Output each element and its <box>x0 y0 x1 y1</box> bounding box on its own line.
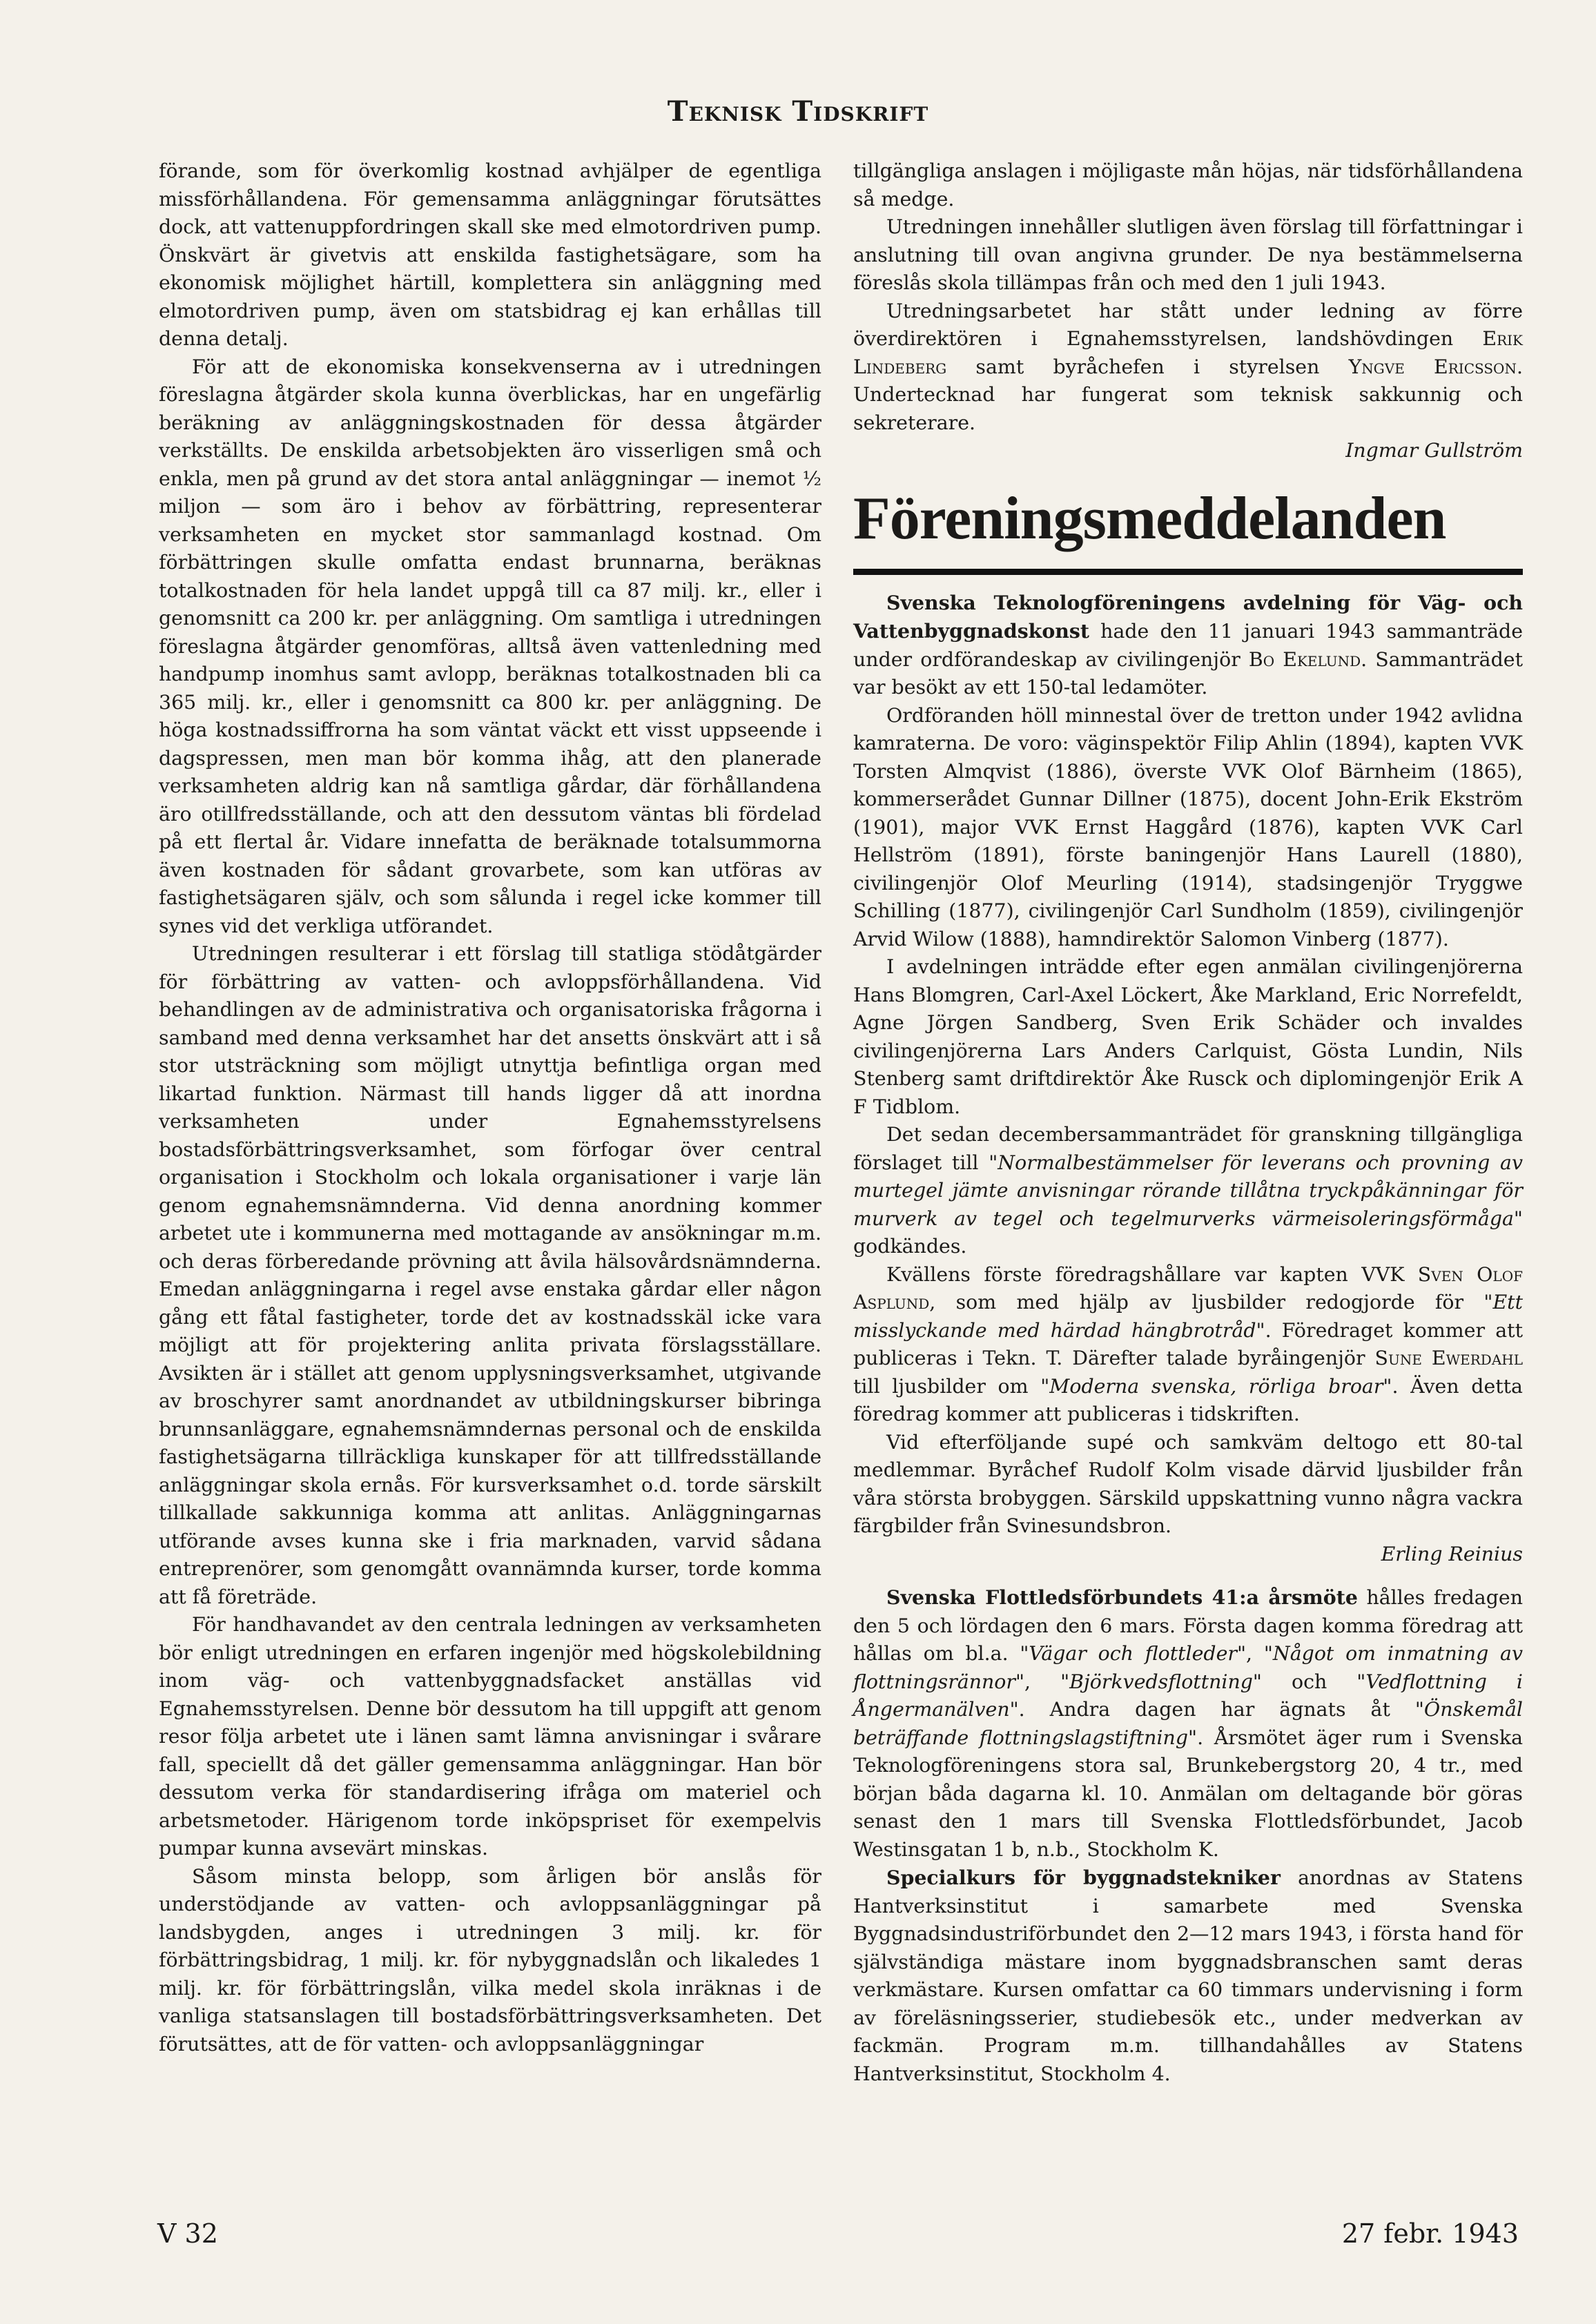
paragraph: Utredningsarbetet har stått under ledning av förre överdirektören i Egnahemsstyrelsen, landshövdingen Erik Lindeberg samt byråchefen i styrelsen Yngve Ericsson. Undertecknad har fungerat som teknisk sakkunnig och sekreterare. <box>853 299 1523 434</box>
paragraph: tillgängliga anslagen i möjligaste mån höjas, när tidsförhållandena så medge. <box>853 159 1523 211</box>
person-name: Yngve Ericsson <box>1348 355 1517 378</box>
paragraph: Utredningen innehåller slutligen även förslag till författningar i anslutning till ovan angivna grunder. De nya bestämmelserna föreslås skola tillämpas från och med den 1 juli 1943. <box>853 215 1523 294</box>
paragraph: Såsom minsta belopp, som årligen bör anslås för understödjande av vatten- och avloppsanläggningar på landsbygden, anges i utredningen 3 milj. kr. för förbättringsbidrag, 1 milj. kr. för nybyggnadslån och likaledes 1 milj. kr. för förbättringslån, vilka medel skola inräknas i de vanliga statsanslagen till bostadsförbättringsverksamheten. Det förutsättes, att de för vatten- och avloppsanläggningar <box>159 1864 821 2056</box>
paragraph: Kvällens förste föredragshållare var kapten VVK Sven Olof Asplund, som med hjälp av ljusbilder redogjorde för "Ett misslyckande med härdad hängbrotråd". Föredraget kommer att publiceras i Tekn. T. Därefter talade byråingenjör Sune Ewerdahl till ljusbilder om "Moderna svenska, rörliga broar". Även detta föredrag kommer att publiceras i tidskriften. <box>853 1262 1523 1425</box>
page-number: V 32 <box>157 2218 218 2249</box>
paragraph: För att de ekonomiska konsekvenserna av i utredningen föreslagna åtgärder skola kunna överblickas, har en ungefärlig beräkning av anläggningskostnaden för dessa åtgärder verkställts. De enskilda arbetsobjekten äro visserligen små och enkla, men på grund av det stora antal anläggningar — inemot ½ miljon — som äro i behov av förbättring, representerar verksamheten en mycket stor sammanlagd kostnad. Om förbättringen skulle omfatta endast brunnarna, beräknas totalkostnaden för hela landet uppgå till ca 87 milj. kr., eller i genomsnitt ca 200 kr. per anläggning. Om samtliga i utredningen föreslagna åtgärder genomföras, alltså även vattenledning med handpump inomhus samt avlopp, beräknas totalkostnaden bli ca 365 milj. kr., eller i genomsnitt ca 800 kr. per anläggning. De höga kostnadssiffrorna ha som väntat väckt ett visst uppseende i dagspressen, men man bör komma ihåg, att den planerade verksamheten aldrig kan nå samtliga gårdar, där förhållandena äro otillfredsställande, och att den dessutom väntas bli fördelad på ett flertal år. Vidare innefatta de beräknade totalsummorna även kostnaden för sådant grovarbete, som kan utföras av fastighetsägaren själv, och som sålunda i regel icke kommer till synes vid det verkliga utförandet. <box>159 355 821 937</box>
person-name: Sven Olof Asplund <box>853 1262 1523 1314</box>
person-name: Sune Ewerdahl <box>1374 1347 1523 1369</box>
signature: Ingmar Gullström <box>1345 439 1523 462</box>
person-name: Erik Lindeberg <box>853 327 1523 378</box>
signature: Erling Reinius <box>1381 1542 1523 1565</box>
notice: Specialkurs för byggnadstekniker anordnas av Statens Hantverksinstitut i samarbete med Svenska Byggnadsindustriförbundet den 2—12 mars 1943, i första hand för självständiga mästare inom byggnadsbranschen samt deras verkmästare. Kursen omfattar ca 60 timmars undervisning i form av föreläsningsserier, studiebesök etc., under medverkan av fackmän. Program m.m. tillhandahålles av Statens Hantverksinstitut, Stockholm 4. <box>853 1866 1524 2085</box>
person-name: Bo Ekelund <box>1248 647 1361 671</box>
paragraph: I avdelningen inträdde efter egen anmälan civilingenjörerna Hans Blomgren, Carl-Axel Löckert, Åke Markland, Eric Norrefeldt, Agne Jörgen Sandberg, Sven Erik Schäder och invaldes civilingenjörerna Lars Anders Carlquist, Gösta Lundin, Nils Stenberg samt driftdirektör Åke Rusck och diplomingenjör Erik A F Tidblom. <box>853 955 1523 1118</box>
paragraph: För handhavandet av den centrala ledningen av verksamheten bör enligt utredningen en erfaren ingenjör med högskolebildning inom väg- och vattenbyggnadsfacket anställas vid Egnahemsstyrelsen. Denne bör dessutom ha till uppgift att genom resor följa arbetet ute i länen samt lämna anvisningar i svårare fall, speciellt då det gäller gemensamma anläggningar. Han bör dessutom verka för standardisering ifråga om materiel och arbetsmetoder. Härigenom torde inköpspriset för exempelvis pumpar kunna avsevärt minskas. <box>159 1613 821 1859</box>
paragraph: Utredningen resulterar i ett förslag till statliga stödåtgärder för förbättring av vatten- och avloppsförhållandena. Vid behandlingen av de administrativa och organisatoriska frågorna i samband med denna verksamhet har det ansetts önskvärt att i så stor utsträckning som möjligt utnyttja befintliga organ med likartad funktion. Närmast till hands ligger då att inordna verksamheten under Egnahemsstyrelsens bostadsförbättringsverksamhet, som förfogar över central organisation i Stockholm och lokala organisationer i varje län genom egnahemsnämnderna. Vid denna anordning kommer arbetet ute i kommunerna med mottagande av ansökningar m.m. och deras förberedande prövning att åvila hälsovårdsnämnderna. Emedan anläggningarna i regel avse enstaka gårdar eller någon gång ett fåtal fastigheter, torde det av kostnadsskäl icke vara möjligt att för projektering anlita privata förslagsställare. Avsikten är i stället att genom upplysningsverksamhet, utgivande av broschyrer samt anordnandet av utbildningskurser bibringa brunnsanläggare, egnahemsnämndernas personal och de enskilda fastighetsägarna tillräckliga kunskaper för att tillfredsställande anläggningar skola ernås. För kursverksamhet o.d. torde särskilt tillkallade sakkunniga komma att anlitas. Anläggningarnas utförande avses kunna ske i fria marknaden, varvid sådana entreprenörer, som genomgått ovannämnda kurser, torde komma att få företräde. <box>159 942 821 1608</box>
paragraph: förande, som för överkomlig kostnad avhjälper de egentliga missförhållandena. För gemensamma anläggningar förutsättes dock, att vattenuppfordringen skall ske med elmotordriven pump. Önskvärt är givetvis att enskilda fastighetsägare, som ha ekonomisk möjlighet härtill, komplettera sin anläggning med elmotordriven pump, även om statsbidrag ej kan erhållas till denna detalj. <box>159 159 821 350</box>
paragraph: Det sedan decembersammanträdet för granskning tillgängliga förslaget till "Normalbestämmelser för leverans och provning av murtegel jämte anvisningar rörande tillåtna tryckpåkänningar för murverk av tegel och tegelmurverks värmeisoleringsförmåga" godkändes. <box>853 1123 1523 1258</box>
notice: Svenska Flottledsförbundets 41:a årsmöte hålles fredagen den 5 och lördagen den 6 mars. Första dagen komma föredrag att hållas om bl.a. "Vägar och flottleder", "Något om inmatning av flottningsrännor", "Björkvedsflottning" och "Vedflottning i Ångermanälven". Andra dagen har ägnats åt "Önskemål beträffande flottningslagstiftning". Årsmötet äger rum i Svenska Teknologföreningens stora sal, Brunkebergstorg 20, 4 tr., med början båda dagarna kl. 10. Anmälan om deltagande bör göras senast den 1 mars till Svenska Flottledsförbundet, Jacob Westinsgatan 1 b, n.b., Stockholm K. <box>853 1585 1524 1861</box>
journal-header: Teknisk Tidskrift <box>667 95 929 128</box>
section-title: Föreningsmeddelanden <box>853 485 1446 552</box>
section-rule <box>853 569 1523 575</box>
paragraph: Ordföranden höll minnestal över de tretton under 1942 avlidna kamraterna. De voro: väginspektör Filip Ahlin (1894), kapten VVK Torsten Almqvist (1886), överste VVK Olof Bärnheim (1865), kommerserådet Gunnar Dillner (1875), docent John-Erik Ekström (1901), major VVK Ernst Haggård (1876), kapten VVK Carl Hellström (1891), förste baningenjör Hans Laurell (1880), civilingenjör Olof Meurling (1914), stadsingenjör Tryggwe Schilling (1877), civilingenjör Carl Sundholm (1859), civilingenjör Arvid Wilow (1888), hamndirektör Salomon Vinberg (1877). <box>853 703 1523 950</box>
paragraph: Vid efterföljande supé och samkväm deltogo ett 80-tal medlemmar. Byråchef Rudolf Kolm visade därvid ljusbilder från våra största brobyggen. Särskild uppskattning vunno några vackra färgbilder från Svinesundsbron. <box>853 1430 1523 1537</box>
right-column <box>853 157 1523 2088</box>
left-column <box>159 157 821 2058</box>
issue-date: 27 febr. 1943 <box>1341 2218 1519 2249</box>
notice: Svenska Teknologföreningens avdelning för Väg- och Vattenbyggnadskonst hade den 11 januari 1943 sammanträde under ordförandeskap av civilingenjör Bo Ekelund. Sammanträdet var besökt av ett 150-tal ledamöter. <box>853 590 1523 699</box>
